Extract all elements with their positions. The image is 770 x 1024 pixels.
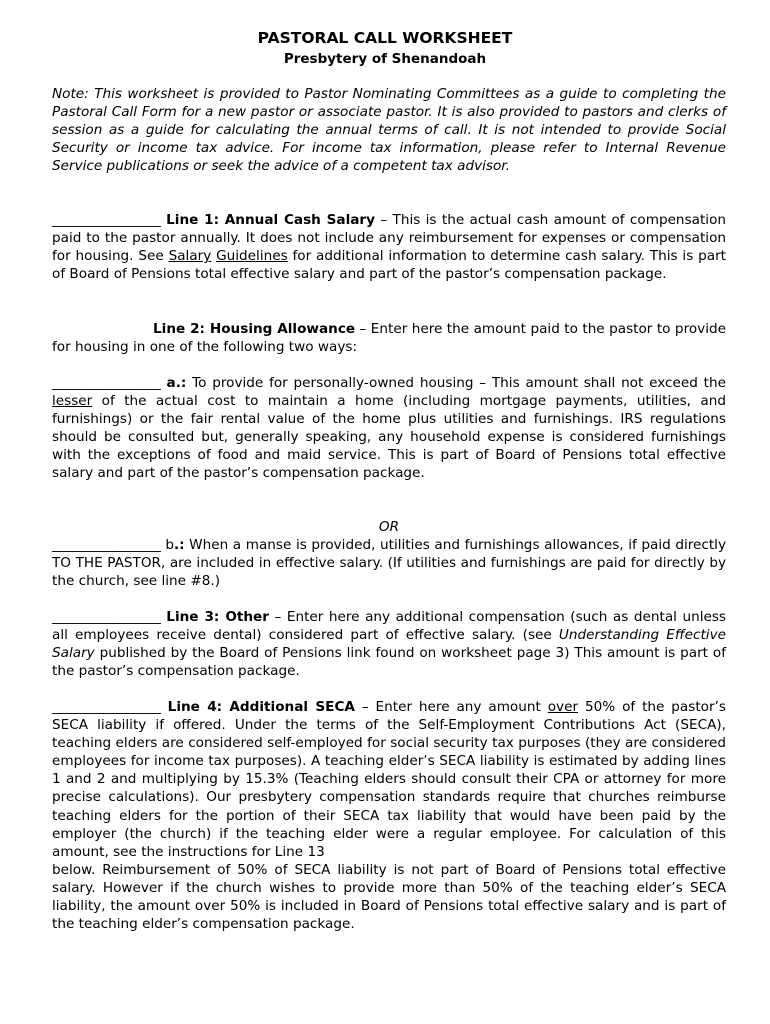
note-paragraph: [52, 85, 726, 175]
line2a-text-b: of the actual cost to maintain a home (including mortgage payments, utilities, and furnishings) or the fair rental value of the home plus utilities and furnishings. IRS regulations should be consulted but, generally speaking, any household expense is considered furnishings with the exceptions of food and maid service. This is part of Board of Pensions total effective salary and part of the pastor’s compensation package.: [52, 393, 726, 482]
line3-text-a: – Enter here any additional compensation (such as dental unless all employees receive dental) considered part of effective salary. (see: [52, 609, 726, 644]
line3-paragraph: [52, 608, 726, 680]
line2a-text-a: To provide for personally-owned housing – This amount shall not exceed the: [186, 375, 726, 391]
line2a-label: a.:: [166, 375, 187, 391]
line2b-label-a: b: [160, 537, 174, 553]
line4-paragraph: [52, 698, 726, 861]
line2b-label-b: .:: [173, 537, 185, 553]
line3-italic-title: Understanding Effective Salary: [52, 627, 726, 662]
line4-paragraph-cont: below. Reimbursement of 50% of SECA liability is not part of Board of Pensions total effective salary. However if the church wishes to provide more than 50% of the teaching elder’s SECA liability, the amount over 50% is included in Board of Pensions total effective salary and is part of the teaching elder’s compensation package.: [52, 861, 726, 933]
line2-heading: Line 2: Housing Allowance: [153, 321, 356, 337]
line1-heading: Line 1: Annual Cash Salary: [166, 212, 375, 228]
line4-heading: Line 4: Additional SECA: [167, 699, 355, 715]
note-text: Note: This worksheet is provided to Pastor Nominating Committees as a guide to completing the Pastoral Call Form for a new pastor or associate pastor. It is also provided to pastors and clerks of session as a guide for calculating the annual terms of call. It is not intended to provide Social Security or income tax advice. For income tax information, please refer to Internal Revenue Service publications or seek the advice of a competent tax advisor.: [52, 86, 726, 175]
line1-blank[interactable]: ________________: [52, 212, 161, 228]
line2a-lesser: lesser: [52, 393, 93, 410]
line1-section: [52, 211, 726, 283]
line2-text: – Enter here the amount paid to the pastor to provide for housing in one of the following two ways:: [52, 321, 726, 356]
line2b-paragraph: [52, 536, 726, 590]
line4-text-b: 50% of the pastor’s SECA liability if offered. Under the terms of the Self-Employment Contributions Act (SECA), teaching elders are considered self-employed for social security tax purposes (they are considered employees for income tax purposes). A teaching elder’s SECA liability is estimated by adding lines 1 and 2 and multiplying by 15.3% (Teaching elders should consult their CPA or attorney for more precise calculations). Our presbytery compensation standards require that churches reimburse teaching elders for the portion of their SECA tax liability that would have been paid by the employer (the church) if the teaching elder were a regular employee. For calculation of this amount, see the instructions for Line 13: [52, 699, 726, 860]
line2b-section: [52, 536, 726, 590]
line1-paragraph: [52, 211, 726, 283]
line2b-text: When a manse is provided, utilities and furnishings allowances, if paid directly TO THE PASTOR, are included in effective salary. (If utilities and furnishings are paid for directly by the church, see line #8.): [52, 537, 726, 590]
salary-link[interactable]: Salary: [168, 248, 212, 265]
line3-text-b: published by the Board of Pensions link found on worksheet page 3) This amount is part of the pastor’s compensation package.: [52, 645, 726, 680]
line2a-section: [52, 374, 726, 483]
page-subtitle: Presbytery of Shenandoah: [283, 51, 487, 67]
line4-over: over: [547, 699, 579, 715]
line3-heading: Line 3: Other: [166, 609, 269, 625]
line1-text-b: for additional information to determine cash salary. This is part of Board of Pensions total effective salary and part of the pastor’s compensation package.: [52, 248, 727, 283]
line2a-blank[interactable]: ________________: [52, 375, 161, 391]
line3-section: [52, 608, 726, 680]
line3-blank[interactable]: ________________: [52, 609, 161, 625]
line4-blank[interactable]: ________________: [52, 699, 161, 715]
guidelines-link[interactable]: Guidelines: [216, 248, 288, 265]
line4-section: [52, 698, 726, 933]
line2-section: [52, 320, 726, 356]
page-title: PASTORAL CALL WORKSHEET: [257, 29, 513, 47]
line1-text-a: – This is the actual cash amount of compensation paid to the pastor annually. It does not include any reimbursement for expenses or compensation for housing. See: [52, 212, 726, 265]
line2b-blank[interactable]: ________________: [52, 537, 161, 553]
line4-text-a: – Enter here any amount: [354, 699, 548, 715]
or-section: [52, 518, 726, 536]
line2-paragraph: [52, 320, 726, 356]
or-label: OR: [378, 519, 400, 535]
line2a-paragraph: [52, 374, 726, 483]
